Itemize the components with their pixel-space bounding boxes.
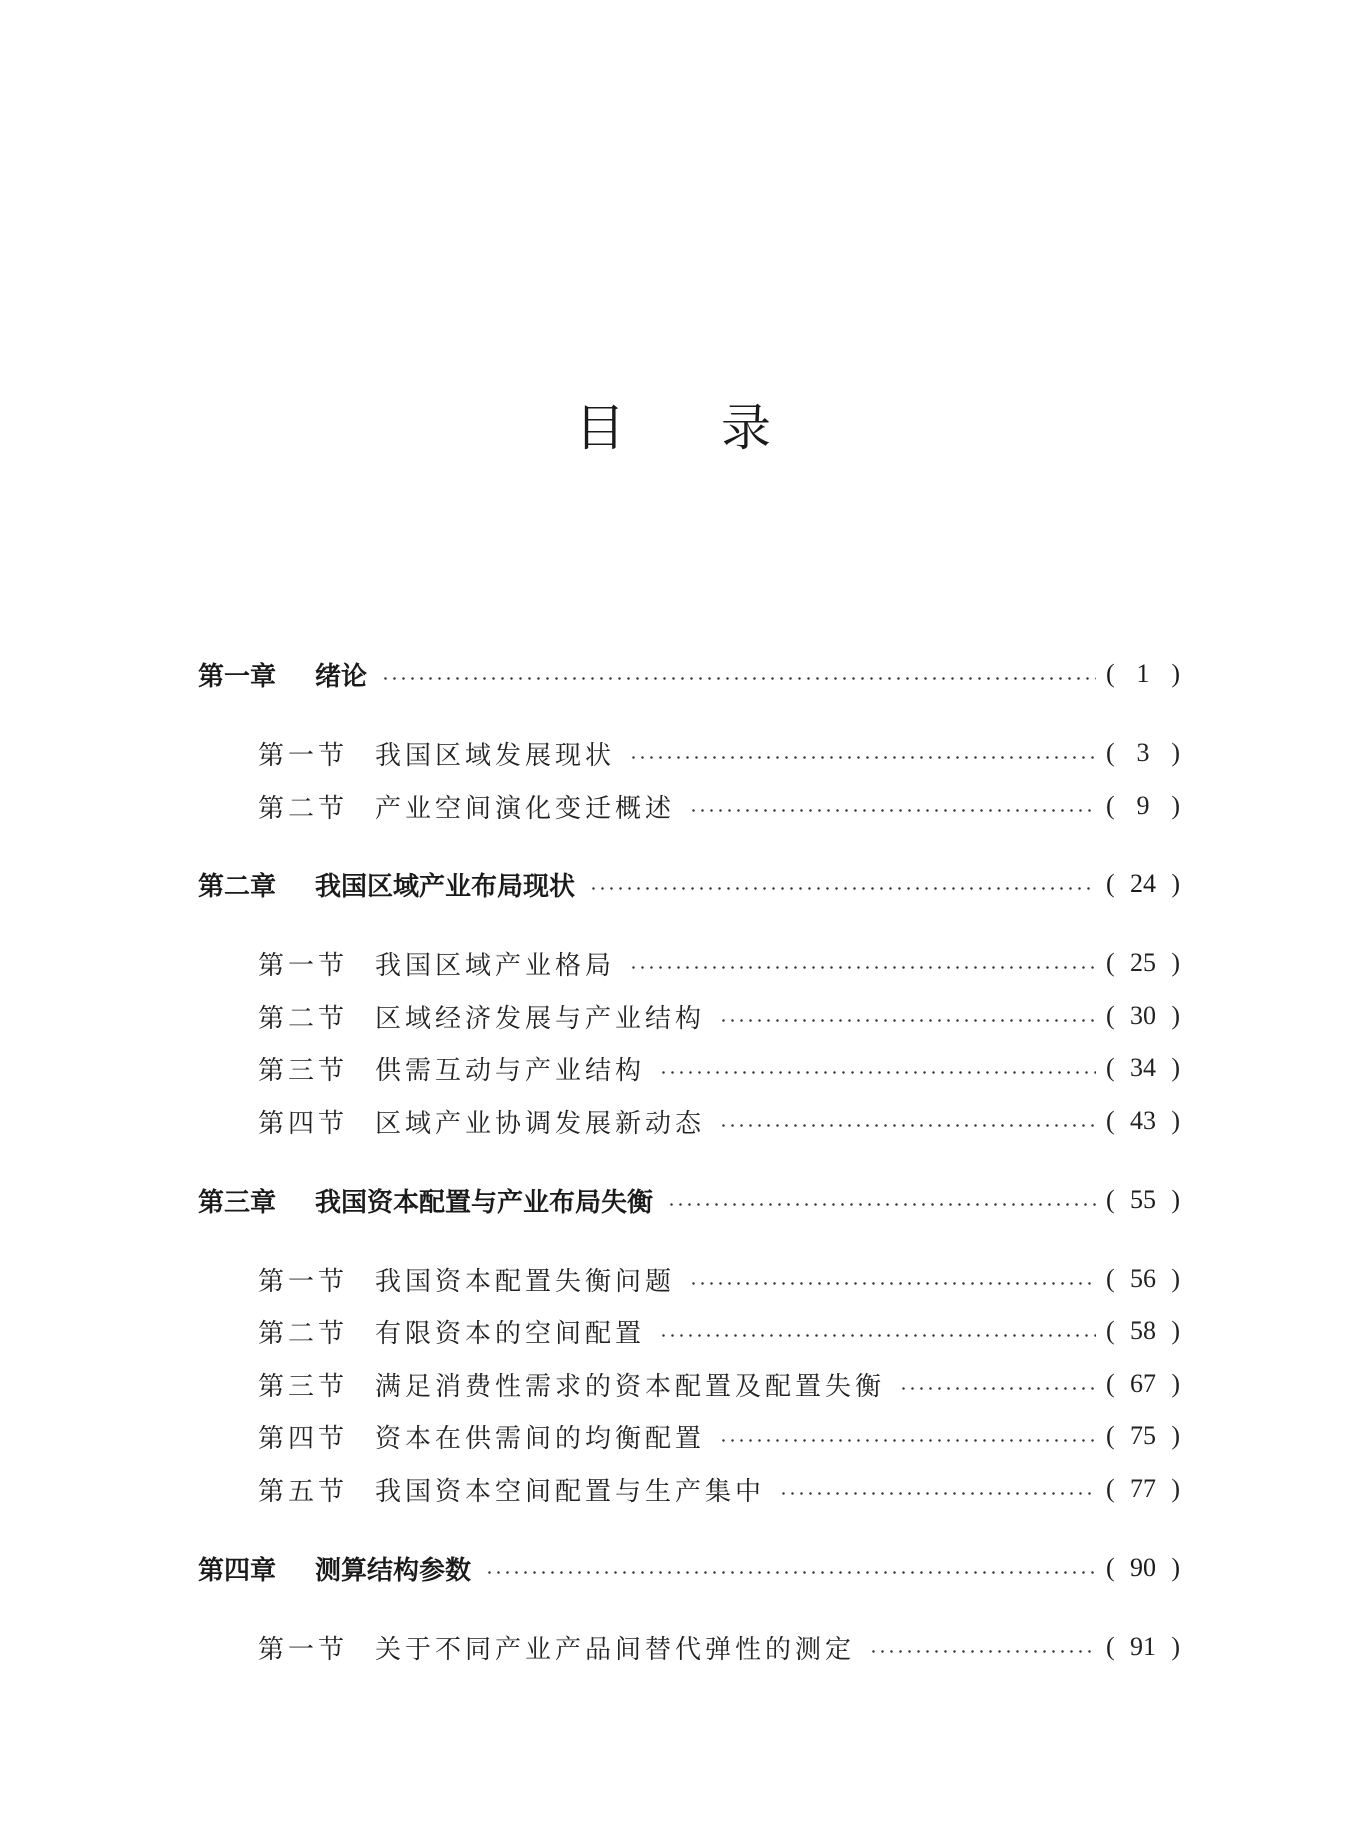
page-number: ( 43 ) (1106, 1106, 1180, 1135)
section-number: 第三节 (258, 1371, 349, 1402)
page-number: ( 55 ) (1106, 1185, 1180, 1214)
toc-section-3-3[interactable] (258, 1364, 1180, 1404)
dot-leader (667, 1203, 1096, 1206)
chapter-title: 我国区域产业布局现状 (315, 871, 576, 902)
dot-leader (899, 1387, 1096, 1390)
section-number: 第二节 (258, 1003, 349, 1034)
toc-section-3-5[interactable] (258, 1469, 1180, 1509)
section-title: 有限资本的空间配置 (375, 1318, 646, 1349)
page-number: ( 56 ) (1106, 1264, 1180, 1293)
page-number: ( 58 ) (1106, 1316, 1180, 1345)
toc-chapter-4[interactable] (198, 1548, 1180, 1588)
section-title: 区域产业协调发展新动态 (375, 1108, 706, 1139)
section-title: 我国资本空间配置与生产集中 (375, 1476, 766, 1507)
chapter-number: 第一章 (198, 661, 277, 692)
page-number: ( 30 ) (1106, 1001, 1180, 1030)
section-number: 第一节 (258, 1634, 349, 1665)
dot-leader (719, 1124, 1096, 1127)
toc-section-3-2[interactable] (258, 1311, 1180, 1351)
page-number: ( 3 ) (1106, 738, 1180, 767)
chapter-number: 第四章 (198, 1555, 277, 1586)
section-number: 第一节 (258, 740, 349, 771)
section-title: 我国区域发展现状 (375, 740, 616, 771)
toc-chapter-2[interactable] (198, 864, 1180, 904)
section-title: 我国区域产业格局 (375, 950, 616, 981)
toc-section-1-2[interactable] (258, 786, 1180, 826)
dot-leader (689, 809, 1096, 812)
dot-leader (485, 1571, 1096, 1574)
toc-section-1-1[interactable] (258, 733, 1180, 773)
chapter-number: 第二章 (198, 871, 277, 902)
dot-leader (589, 887, 1096, 890)
section-title: 满足消费性需求的资本配置及配置失衡 (375, 1371, 886, 1402)
dot-leader (779, 1492, 1096, 1495)
dot-leader (381, 677, 1096, 680)
section-title: 供需互动与产业结构 (375, 1055, 646, 1086)
section-number: 第四节 (258, 1108, 349, 1139)
page-number: ( 75 ) (1106, 1421, 1180, 1450)
section-number: 第一节 (258, 950, 349, 981)
toc-section-2-4[interactable] (258, 1101, 1180, 1141)
toc-section-2-2[interactable] (258, 996, 1180, 1036)
section-title: 产业空间演化变迁概述 (375, 793, 676, 824)
page-number: ( 25 ) (1106, 948, 1180, 977)
section-title: 区域经济发展与产业结构 (375, 1003, 706, 1034)
page-number: ( 67 ) (1106, 1369, 1180, 1398)
toc-section-2-1[interactable] (258, 943, 1180, 983)
dot-leader (629, 966, 1096, 969)
page-number: ( 9 ) (1106, 791, 1180, 820)
toc-section-3-1[interactable] (258, 1259, 1180, 1299)
page-number: ( 34 ) (1106, 1053, 1180, 1082)
section-number: 第一节 (258, 1266, 349, 1297)
toc-chapter-3[interactable] (198, 1180, 1180, 1220)
page-number: ( 91 ) (1106, 1632, 1180, 1661)
section-number: 第二节 (258, 793, 349, 824)
page-number: ( 1 ) (1106, 659, 1180, 688)
chapter-number: 第三章 (198, 1187, 277, 1218)
toc-section-3-4[interactable] (258, 1416, 1180, 1456)
section-title: 资本在供需间的均衡配置 (375, 1423, 706, 1454)
section-number: 第五节 (258, 1476, 349, 1507)
chapter-title: 绪论 (315, 661, 368, 692)
dot-leader (719, 1439, 1096, 1442)
section-number: 第二节 (258, 1318, 349, 1349)
dot-leader (689, 1282, 1096, 1285)
section-title: 我国资本配置失衡问题 (375, 1266, 676, 1297)
section-title: 关于不同产业产品间替代弹性的测定 (375, 1634, 856, 1665)
dot-leader (719, 1019, 1096, 1022)
dot-leader (629, 756, 1096, 759)
chapter-title: 我国资本配置与产业布局失衡 (315, 1187, 654, 1218)
page-number: ( 90 ) (1106, 1553, 1180, 1582)
dot-leader (659, 1071, 1096, 1074)
section-number: 第四节 (258, 1423, 349, 1454)
toc-chapter-1[interactable] (198, 654, 1180, 694)
page-number: ( 24 ) (1106, 869, 1180, 898)
dot-leader (869, 1650, 1096, 1653)
page-title: 目录 (575, 399, 867, 457)
toc-section-4-1[interactable] (258, 1627, 1180, 1667)
chapter-title: 测算结构参数 (315, 1555, 472, 1586)
section-number: 第三节 (258, 1055, 349, 1086)
toc-section-2-3[interactable] (258, 1048, 1180, 1088)
dot-leader (659, 1334, 1096, 1337)
page-number: ( 77 ) (1106, 1474, 1180, 1503)
